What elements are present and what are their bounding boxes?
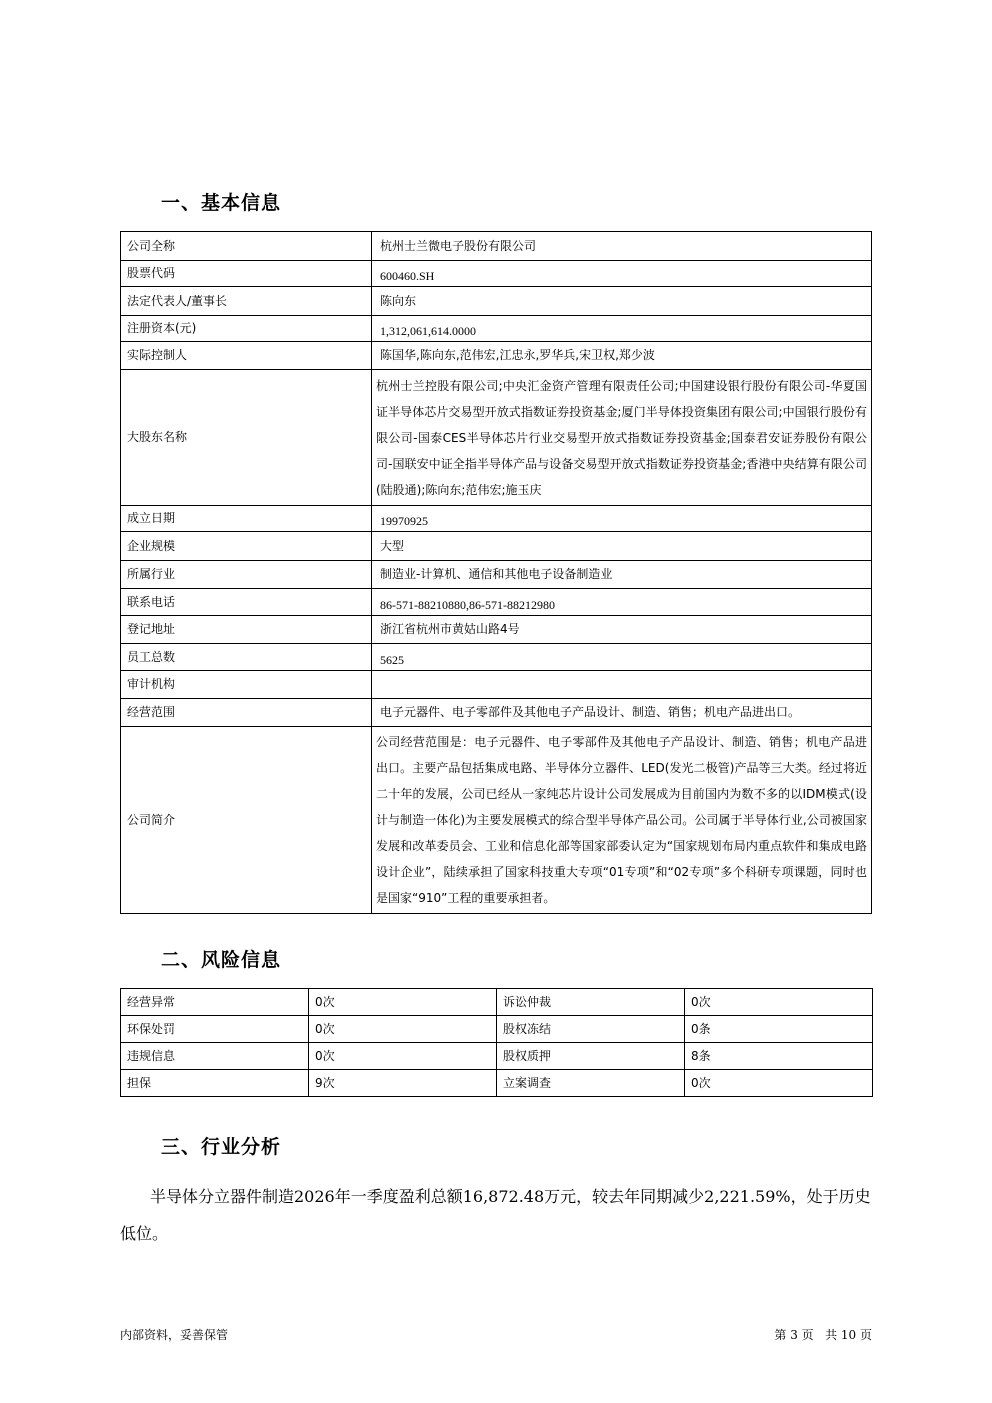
risk-value: 0次 <box>309 1043 497 1070</box>
row-label: 经营范围 <box>121 699 372 727</box>
table-row <box>121 1043 873 1070</box>
table-row <box>121 532 872 561</box>
table-row <box>121 989 873 1016</box>
table-row <box>121 644 872 671</box>
table-row <box>121 506 872 532</box>
table-row <box>121 316 872 342</box>
row-label: 联系电话 <box>121 589 372 616</box>
risk-label: 经营异常 <box>121 989 309 1016</box>
section-title-risk: 二、风险信息 <box>161 949 282 971</box>
table-row <box>121 1016 873 1043</box>
row-value <box>372 671 872 699</box>
risk-value: 0次 <box>685 989 873 1016</box>
row-value: 大型 <box>372 532 872 561</box>
table-row <box>121 342 872 370</box>
row-value: 杭州士兰控股有限公司;中央汇金资产管理有限责任公司;中国建设银行股份有限公司-华夏国证半导体芯片交易型开放式指数证券投资基金;厦门半导体投资集团有限公司;中国银行股份有限公司-国泰CES半导体芯片行业交易型开放式指数证券投资基金;国泰君安证券股份有限公司-国联安中证全指半导体产品与设备交易型开放式指数证券投资基金;香港中央结算有限公司(陆股通);陈向东;范伟宏;施玉庆 <box>372 370 872 506</box>
row-value: 浙江省杭州市黄姑山路4号 <box>372 616 872 644</box>
table-row <box>121 232 872 261</box>
row-value: 制造业-计算机、通信和其他电子设备制造业 <box>372 561 872 589</box>
row-label: 成立日期 <box>121 506 372 532</box>
row-value: 陈国华,陈向东,范伟宏,江忠永,罗华兵,宋卫权,郑少波 <box>372 342 872 370</box>
row-label: 股票代码 <box>121 261 372 287</box>
row-label: 实际控制人 <box>121 342 372 370</box>
row-label: 企业规模 <box>121 532 372 561</box>
page-number: 第 3 页 共 10 页 <box>774 1328 872 1342</box>
row-label: 员工总数 <box>121 644 372 671</box>
row-value: 公司经营范围是：电子元器件、电子零部件及其他电子产品设计、制造、销售；机电产品进出口。主要产品包括集成电路、半导体分立器件、LED(发光二极管)产品等三大类。经过将近二十年的发展，公司已经从一家纯芯片设计公司发展成为目前国内为数不多的以IDM模式(设计与制造一体化)为主要发展模式的综合型半导体产品公司。公司属于半导体行业,公司被国家发展和改革委员会、工业和信息化部等国家部委认定为“国家规划布局内重点软件和集成电路设计企业”，陆续承担了国家科技重大专项“01专项”和“02专项”多个科研专项课题，同时也是国家“910”工程的重要承担者。 <box>372 727 872 914</box>
risk-label: 担保 <box>121 1070 309 1097</box>
risk-label: 环保处罚 <box>121 1016 309 1043</box>
risk-info-table <box>120 988 873 1097</box>
row-label: 注册资本(元) <box>121 316 372 342</box>
section-title-basic: 一、基本信息 <box>161 192 282 214</box>
row-value: 1,312,061,614.0000 <box>372 316 872 342</box>
risk-value: 0条 <box>685 1016 873 1043</box>
row-value: 86-571-88210880,86-571-88212980 <box>372 589 872 616</box>
footer-confidential: 内部资料，妥善保管 <box>120 1328 229 1342</box>
risk-value: 8条 <box>685 1043 873 1070</box>
basic-info-table <box>120 231 872 914</box>
table-row <box>121 699 872 727</box>
risk-label: 违规信息 <box>121 1043 309 1070</box>
row-value: 陈向东 <box>372 287 872 316</box>
table-row <box>121 589 872 616</box>
risk-label: 诉讼仲裁 <box>497 989 685 1016</box>
table-row <box>121 727 872 914</box>
table-row <box>121 561 872 589</box>
table-row <box>121 1070 873 1097</box>
row-value: 电子元器件、电子零部件及其他电子产品设计、制造、销售；机电产品进出口。 <box>372 699 872 727</box>
risk-label: 股权质押 <box>497 1043 685 1070</box>
row-label: 所属行业 <box>121 561 372 589</box>
row-label: 公司简介 <box>121 727 372 914</box>
industry-paragraph: 半导体分立器件制造2026年一季度盈利总额16,872.48万元，较去年同期减少2,221.59%，处于历史低位。 <box>120 1187 871 1243</box>
risk-label: 立案调查 <box>497 1070 685 1097</box>
risk-value: 9次 <box>309 1070 497 1097</box>
row-label: 大股东名称 <box>121 370 372 506</box>
table-row <box>121 616 872 644</box>
table-row <box>121 671 872 699</box>
section-title-industry: 三、行业分析 <box>161 1136 282 1158</box>
row-value: 19970925 <box>372 506 872 532</box>
table-row <box>121 287 872 316</box>
risk-value: 0次 <box>685 1070 873 1097</box>
table-row <box>121 261 872 287</box>
row-label: 登记地址 <box>121 616 372 644</box>
table-row <box>121 370 872 506</box>
row-value: 杭州士兰微电子股份有限公司 <box>372 232 872 261</box>
row-value: 600460.SH <box>372 261 872 287</box>
row-label: 审计机构 <box>121 671 372 699</box>
row-value: 5625 <box>372 644 872 671</box>
risk-label: 股权冻结 <box>497 1016 685 1043</box>
row-label: 公司全称 <box>121 232 372 261</box>
risk-value: 0次 <box>309 1016 497 1043</box>
risk-value: 0次 <box>309 989 497 1016</box>
row-label: 法定代表人/董事长 <box>121 287 372 316</box>
